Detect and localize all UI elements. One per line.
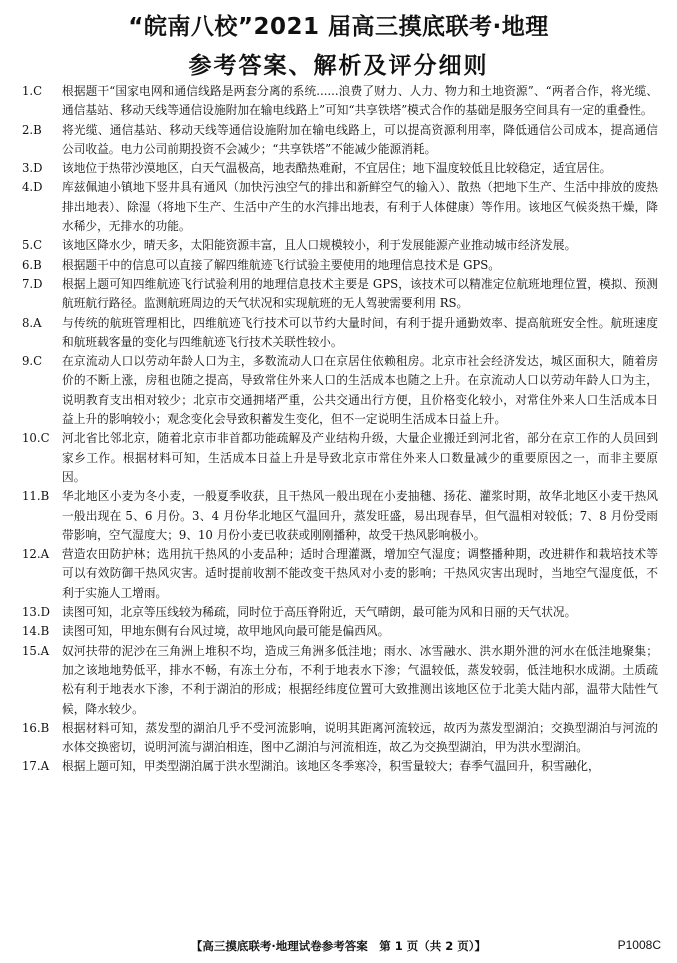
answer-number: 11.B [22,489,50,504]
answer-number: 9.C [22,354,43,369]
answer-explanation: 库兹佩迪小镇地下竖井具有通风（加快污浊空气的排出和新鲜空气的输入）、散热（把地下生产、生活中排放的废热排出地表）、除湿（将地下生产、生活中产生的水汽排出地表，有利于人体健康）等作用。该地区气候炎热干燥，降水稀少，无排水的功能。 [62,180,658,234]
page-title: “皖南八校”2021 届高三摸底联考·地理 [128,14,549,40]
answer-explanation: 河北省比邻北京，随着北京市非首都功能疏解及产业结构升级，大量企业搬迁到河北省，部分在京工作的人员回到家乡工作。根据材料可知，生活成本日益上升是导致北京市常住外来人口数量减少的重要原因之一，而非主要原因。 [62,431,658,484]
answer-explanation: 该地位于热带沙漠地区，白天气温极高，地表酷热难耐，不宜居住；地下温度较低且比较稳定，适宜居住。 [62,161,612,176]
answer-item [22,622,658,641]
answer-explanation: 在京流动人口以劳动年龄人口为主，多数流动人口在京居住依赖租房。北京市社会经济发达，城区面积大，随着房价的不断上涨，房租也随之提高，导致常住外来人口的生活成本也随之上升。在京流动人口以劳动年龄人口为主，说明教育支出相对较少；北京市交通拥堵严重，公共交通出行方便，且价格变化较小，对常住外来人口生活成本日益上升的影响较小；观念变化会导致积蓄发生变化，但不一定说明生活成本日益上升。 [62,354,658,427]
answer-item [22,236,658,255]
answer-explanation: 营造农田防护林；选用抗干热风的小麦品种；适时合理灌溉，增加空气湿度；调整播种期，改进耕作和栽培技术等可以有效防御干热风灾害。适时提前收割不能改变干热风对小麦的影响；干热风灾害出现时，当地空气湿度低，不利于实施人工增雨。 [62,547,658,600]
footer-code: P1008C [617,938,661,952]
answer-item [22,275,658,314]
answer-item [22,352,658,429]
answer-item [22,603,658,622]
answer-item [22,719,658,758]
answer-number: 14.B [22,624,50,639]
answer-number: 3.D [22,161,43,176]
answer-item [22,256,658,275]
answer-number: 1.C [22,84,43,98]
answer-number: 16.B [22,720,50,735]
answer-number: 4.D [22,180,43,195]
answer-item [22,314,658,353]
answer-explanation: 根据上题可知四维航迹飞行试验利用的地理信息技术主要是 GPS，该技术可以精准定位航班地理位置，模拟、预测航班航行路径。监测航班周边的天气状况和实现航班的无人驾驶需要利用 RS。 [62,276,658,311]
answer-item [22,82,658,121]
answer-number: 7.D [22,276,43,291]
answer-explanation: 华北地区小麦为冬小麦，一般夏季收获，且干热风一般出现在小麦抽穗、扬花、灌浆时期，故华北地区小麦干热风一般出现在 5、6 月份。3、4 月份华北地区气温回升，蒸发旺盛，易出现春旱，但气温相对较低；7、8 月份受雨带影响，空气湿度大；9、10 月份小麦已收获或刚刚播种，故受干热风影响极小。 [62,489,658,542]
answer-item [22,178,658,236]
answer-explanation: 根据上题可知，甲类型湖泊属于洪水型湖泊。该地区冬季寒冷，积雪量较大；春季气温回升，积雪融化， [62,759,600,774]
page-footer [0,938,677,958]
answer-explanation: 读图可知，北京等压线较为稀疏，同时位于高压脊附近，天气晴朗，最可能为风和日丽的天气状况。 [62,605,577,620]
answer-explanation: 读图可知，甲地东侧有台风过境，故甲地风向最可能是偏西风。 [62,624,390,639]
answer-number: 12.A [22,547,50,562]
answer-number: 5.C [22,238,43,253]
answer-number: 13.D [22,605,50,620]
answer-explanation: 根据题干“国家电网和通信线路是两套分离的系统......浪费了财力、人力、物力和土地资源”、“两者合作，将光缆、通信基站、移动天线等通信设施附加在输电线路上”可知“共享铁塔”模式合作的基础是服务空间具有一定的重叠性。 [62,84,658,118]
answer-explanation: 将光缆、通信基站、移动天线等通信设施附加在输电线路上，可以提高资源利用率，降低通信公司成本，提高通信公司收益。电力公司前期投资不会减少；“共享铁塔”不能减少能源消耗。 [62,122,658,156]
answer-number: 6.B [22,257,42,272]
answer-item [22,757,658,776]
footer-page-info: 【高三摸底联考·地理试卷参考答案 第 1 页（共 2 页）】 [190,939,487,953]
answer-item [22,159,658,178]
answer-explanation: 奴河扶带的泥沙在三角洲上堆积不均，造成三角洲多低洼地；雨水、冰雪融水、洪水期外泄的河水在低洼地聚集；加之该地地势低平，排水不畅，有冻土分布，不利于地表水下渗；气温较低，蒸发较弱，低洼地积水成湖。土质疏松有利于地表水下渗，不利于湖泊的形成；根据经纬度位置可大致推测出该地区位于北美大陆内部，温带大陆性气候，降水较少。 [62,643,658,716]
answer-item [22,545,658,603]
answer-explanation: 根据材料可知，蒸发型的湖泊几乎不受河流影响，说明其距离河流较远，故丙为蒸发型湖泊；交换型湖泊与河流的水体交换密切，说明河流与湖泊相连，图中乙湖泊与河流相连，故乙为交换型湖泊，甲为洪水型湖泊。 [62,720,658,755]
answer-number: 17.A [22,759,50,774]
answer-number: 10.C [22,431,50,446]
answer-explanation: 该地区降水少，晴天多，太阳能资源丰富，且人口规模较小，利于发展能源产业推动城市经济发展。 [62,238,577,253]
page-subtitle: 参考答案、解析及评分细则 [188,53,489,79]
answer-number: 15.A [22,643,50,658]
answer-list [22,82,658,777]
answer-explanation: 根据题干中的信息可以直接了解四维航迹飞行试验主要使用的地理信息技术是 GPS。 [62,257,500,272]
answer-number: 8.A [22,315,42,330]
answer-item [22,642,658,719]
answer-item [22,121,658,160]
answer-item [22,429,658,487]
answer-number: 2.B [22,122,42,137]
answer-explanation: 与传统的航班管理相比，四维航迹飞行技术可以节约大量时间，有利于提升通勤效率、提高航班安全性。航班速度和航班载客量的变化与四维航迹飞行技术关联性较小。 [62,315,658,349]
answer-item [22,487,658,545]
